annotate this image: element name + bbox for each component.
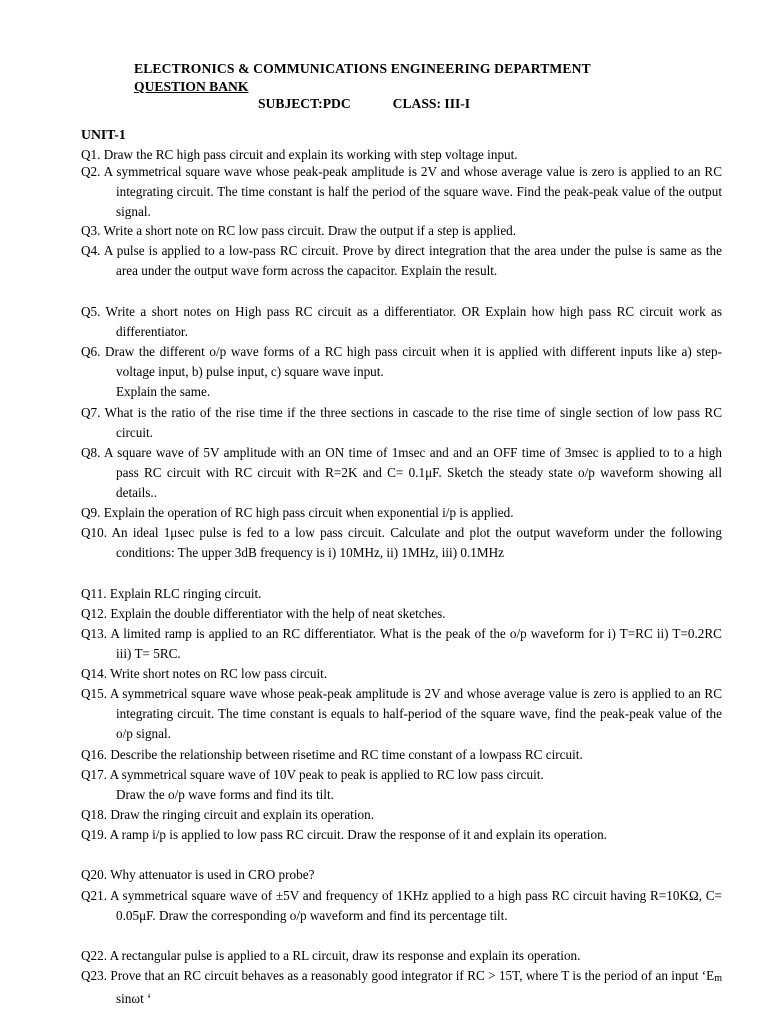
question-number: Q15. [81,686,108,701]
question-number: Q16. [81,747,108,762]
question-number: Q13. [81,626,108,641]
question-item [81,241,722,281]
question-item [81,221,722,241]
question-item [81,503,722,523]
question-text: A rectangular pulse is applied to a RL circuit, draw its response and explain its operation. [109,948,581,963]
subject-label: SUBJECT:PDC [258,96,351,111]
question-text: A ramp i/p is applied to low pass RC circuit. Draw the response of it and explain its operation. [109,827,607,842]
question-number: Q7. [81,405,101,420]
question-item [81,584,722,604]
question-text: Write a short notes on High pass RC circuit as a differentiator. OR Explain how high pass RC circuit work as differentiator. [105,304,723,340]
question-text: An ideal 1μsec pulse is fed to a low pass circuit. Calculate and plot the output waveform under the following conditions: The upper 3dB frequency is i) 10MHz, ii) 1MHz, iii) 0.1MHz [111,525,722,561]
question-number: Q4. [81,243,101,258]
question-number: Q22. [81,948,108,963]
question-text: Describe the relationship between risetime and RC time constant of a lowpass RC circuit. [110,747,583,762]
question-item [81,523,722,563]
question-continuation: Draw the o/p wave forms and find its tilt. [116,787,334,803]
question-item [81,162,722,223]
question-text: A symmetrical square wave of 10V peak to peak is applied to RC low pass circuit. [109,767,544,782]
question-item [81,664,722,684]
question-text: Explain the double differentiator with the help of neat sketches. [110,606,446,621]
question-text: A symmetrical square wave whose peak-peak amplitude is 2V and whose average value is zero is applied to an RC integrating circuit. The time constant is equals to half-period of the square wave, find the peak-peak value of the o/p signal. [109,686,722,742]
question-item [81,342,722,403]
question-bank-title: QUESTION BANK [134,79,249,94]
question-text: A pulse is applied to a low-pass RC circuit. Prove by direct integration that the area under the pulse is same as the area under the output wave form across the capacitor. Explain the result. [103,243,722,279]
question-number: Q18. [81,807,108,822]
question-number: Q10. [81,525,108,540]
question-text: Explain the operation of RC high pass circuit when exponential i/p is applied. [103,505,514,520]
question-number: Q14. [81,666,108,681]
question-number: Q17. [81,767,108,782]
question-text: Write a short note on RC low pass circuit. Draw the output if a step is applied. [103,223,517,238]
question-item [81,886,722,926]
question-item [81,865,722,885]
question-text: Draw the ringing circuit and explain its operation. [110,807,374,822]
question-number: Q9. [81,505,101,520]
question-item [81,684,722,745]
question-number: Q12. [81,606,108,621]
department-heading: ELECTRONICS & COMMUNICATIONS ENGINEERING DEPARTMENT [134,61,591,76]
question-number: Q3. [81,223,101,238]
question-item [81,604,722,624]
question-text: A symmetrical square wave whose peak-peak amplitude is 2V and whose average value is zero is applied to an RC integrating circuit. The time constant is half the period of the square wave. Find the peak-peak value of the output signal. [103,164,722,220]
question-text: Prove that an RC circuit behaves as a reasonably good integrator if RC > 15T, where T is the period of an input ‘ [110,968,707,983]
question-item [81,805,722,825]
question-number: Q6. [81,344,101,359]
subject-class-line [258,96,470,112]
question-text: A symmetrical square wave of ±5V and frequency of 1KHz applied to a high pass RC circuit having R=10KΩ, C= 0.05μF. Draw the corresponding o/p waveform and find its percentage tilt. [110,888,722,924]
question-number: Q5. [81,304,101,319]
question-number: Q2. [81,164,101,179]
question-item [81,443,722,504]
question-text: Draw the different o/p wave forms of a RC high pass circuit when it is applied with different inputs like a) step-voltage input, b) pulse input, c) square wave input. [105,344,722,380]
question-item [81,624,722,664]
question-number: Q1. [81,147,101,162]
question-item [81,302,722,342]
question-number: Q23. [81,968,108,983]
question-item [81,765,722,805]
question-text: Draw the RC high pass circuit and explain its working with step voltage input. [103,147,518,162]
question-item [81,745,722,765]
question-number: Q21. [81,888,108,903]
question-item [81,946,722,966]
question-number: Q20. [81,867,108,882]
unit-heading: UNIT-1 [81,127,126,142]
question-text: Write short notes on RC low pass circuit. [110,666,328,681]
question-continuation: Explain the same. [116,384,211,400]
question-text: What is the ratio of the rise time if the three sections in cascade to the rise time of single section of low pass RC circuit. [104,405,722,441]
question-text: Why attenuator is used in CRO probe? [110,867,315,882]
question-text: A limited ramp is applied to an RC differentiator. What is the peak of the o/p waveform for i) T=RC ii) T=0.2RC iii) T= 5RC. [110,626,722,662]
question-number: Q8. [81,445,101,460]
formula-tail: sinωt ‘ [116,991,152,1007]
question-item [81,403,722,443]
question-number: Q11. [81,586,107,601]
question-item [81,825,722,845]
formula-symbol: Em [706,968,722,984]
question-item [81,966,722,1009]
class-label: CLASS: III-I [392,96,471,111]
question-number: Q19. [81,827,108,842]
question-text: Explain RLC ringing circuit. [109,586,262,601]
question-text: A square wave of 5V amplitude with an ON time of 1msec and and an OFF time of 3msec is applied to to a high pass RC circuit with RC circuit with R=2K and C= 0.1μF. Sketch the steady state o/p waveform showing all details.. [104,445,722,501]
